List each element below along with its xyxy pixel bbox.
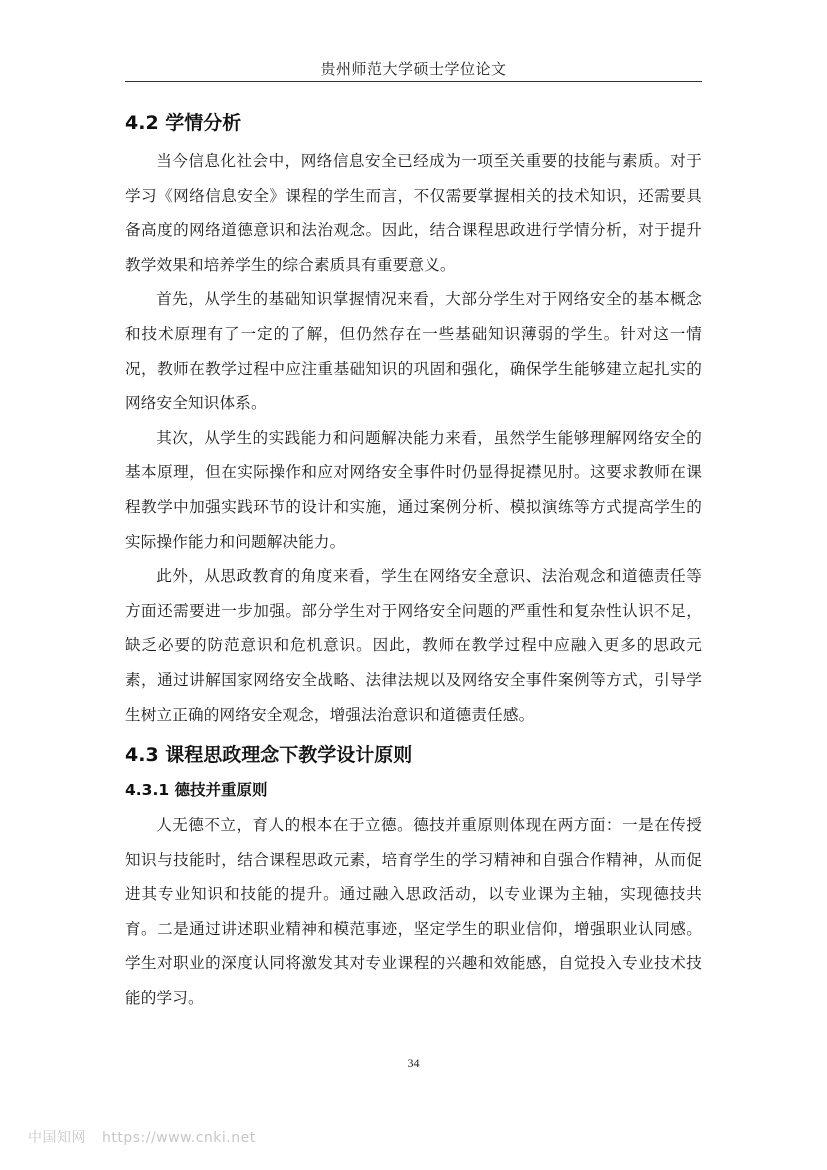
section-4-3-heading: 4.3 课程思政理念下教学设计原则 [125, 744, 413, 767]
body-text [125, 108, 702, 1016]
section-4-3-1-heading: 4.3.1 德技并重原则 [125, 781, 268, 800]
watermark-brand: 中国知网 [28, 1130, 86, 1146]
header-divider [125, 81, 702, 82]
section-4-2-paragraph: 当今信息化社会中，网络信息安全已经成为一项至关重要的技能与素质。对于学习《网络信息安全》课程的学生而言，不仅需要掌握相关的技术知识，还需要具备高度的网络道德意识和法治观念。因此，结合课程思政进行学情分析，对于提升教学效果和培养学生的综合素质具有重要意义。 [125, 152, 702, 274]
section-4-2-paragraph: 其次，从学生的实践能力和问题解决能力来看，虽然学生能够理解网络安全的基本原理，但在实际操作和应对网络安全事件时仍显得捉襟见肘。这要求教师在课程教学中加强实践环节的设计和实施，通过案例分析、模拟演练等方式提高学生的实际操作能力和问题解决能力。 [125, 428, 702, 551]
section-4-2-paragraph: 首先，从学生的基础知识掌握情况来看，大部分学生对于网络安全的基本概念和技术原理有了一定的了解，但仍然存在一些基础知识薄弱的学生。针对这一情况，教师在教学过程中应注重基础知识的巩固和强化，确保学生能够建立起扎实的网络安全知识体系。 [125, 290, 702, 413]
running-header: 贵州师范大学硕士学位论文 [320, 60, 507, 78]
section-4-2-heading: 4.2 学情分析 [125, 112, 242, 134]
cnki-watermark [28, 1127, 256, 1147]
page-number: 34 [407, 1056, 420, 1070]
watermark-url: https://www.cnki.net [102, 1130, 256, 1146]
section-4-3-1-paragraph: 人无德不立，育人的根本在于立德。德技并重原则体现在两方面：一是在传授知识与技能时，结合课程思政元素，培育学生的学习精神和自强合作精神，从而促进其专业知识和技能的提升。通过融入思政活动，以专业课为主轴，实现德技共育。二是通过讲述职业精神和模范事迹，坚定学生的职业信仰，增强职业认同感。学生对职业的深度认同将激发其对专业课程的兴趣和效能感，自觉投入专业技术技能的学习。 [125, 816, 702, 1008]
section-4-2-paragraph: 此外，从思政教育的角度来看，学生在网络安全意识、法治观念和道德责任等方面还需要进一步加强。部分学生对于网络安全问题的严重性和复杂性认识不足，缺乏必要的防范意识和危机意识。因此，教师在教学过程中应融入更多的思政元素，通过讲解国家网络安全战略、法律法规以及网络安全事件案例等方式，引导学生树立正确的网络安全观念，增强法治意识和道德责任感。 [125, 567, 702, 724]
